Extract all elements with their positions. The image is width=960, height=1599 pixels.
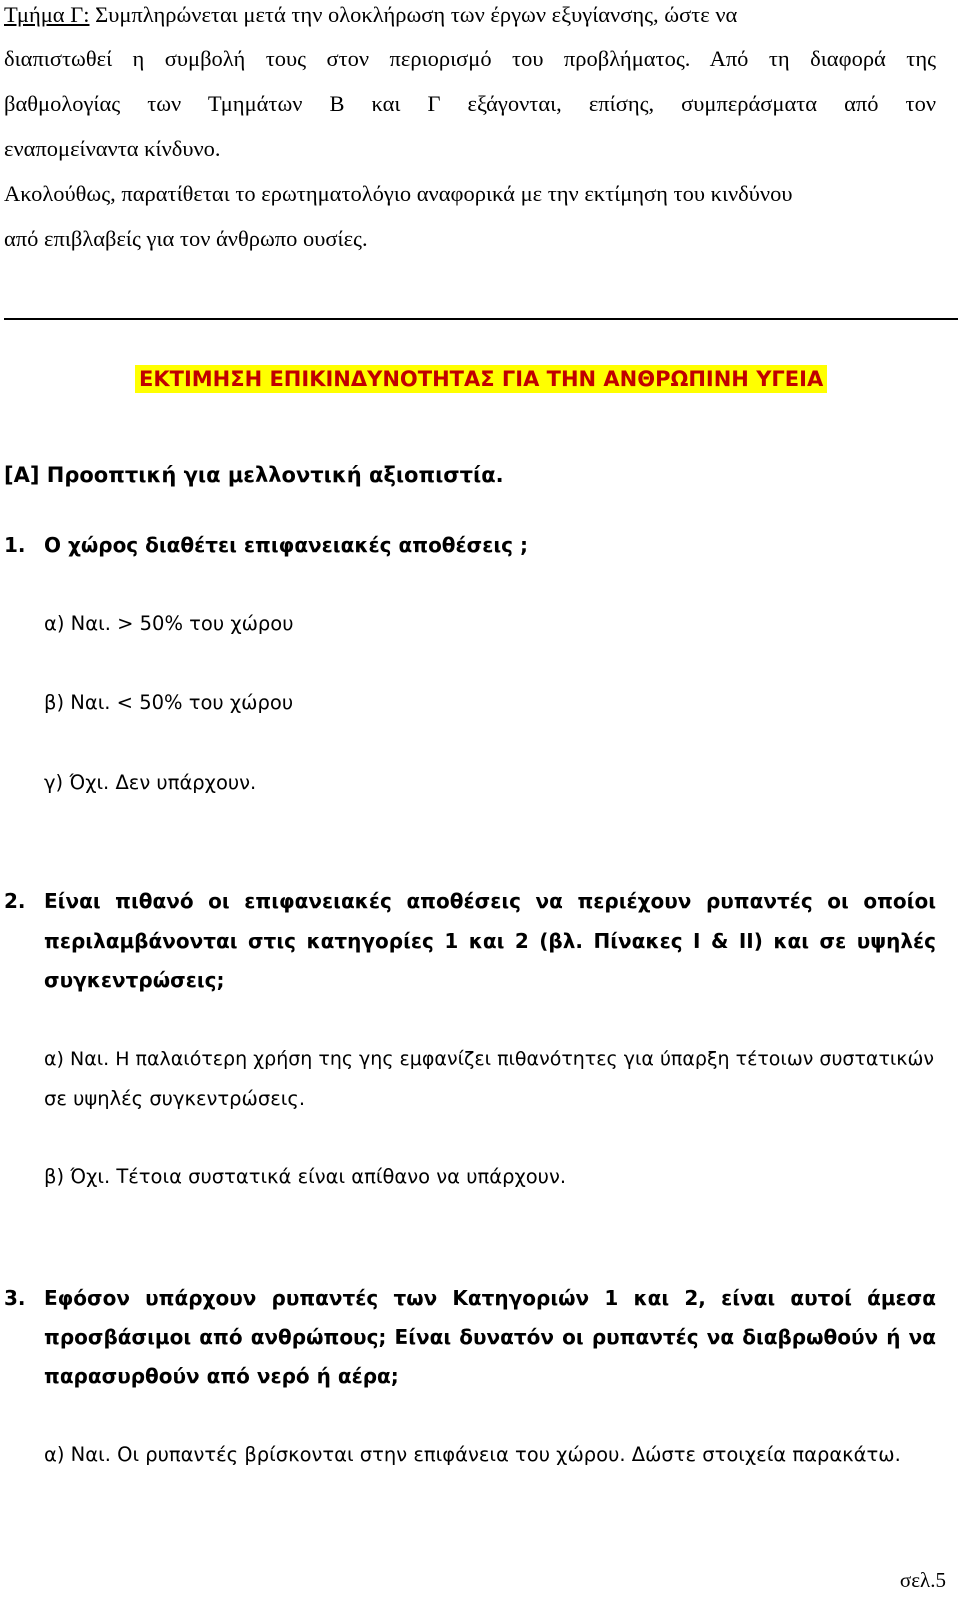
- q1-number: 1.: [4, 533, 26, 557]
- q1-option-a: α) Ναι. > 50% του χώρου: [44, 612, 294, 635]
- section-a-heading: [Α] Προοπτική για μελλοντική αξιοπιστία.: [4, 463, 504, 487]
- q1-text: Ο χώρος διαθέτει επιφανειακές αποθέσεις ;: [44, 533, 528, 557]
- q3-option-a: α) Ναι. Οι ρυπαντές βρίσκονται στην επιφάνεια του χώρου. Δώστε στοιχεία παρακάτω.: [44, 1443, 901, 1466]
- q2-number: 2.: [4, 889, 26, 913]
- page-title: [135, 367, 827, 391]
- intro-line-4: εναπομείναντα κίνδυνο.: [4, 136, 221, 161]
- intro-line-5: Ακολούθως, παρατίθεται το ερωτηματολόγιο αναφορικά με την εκτίμηση του κινδύνου: [4, 181, 793, 206]
- q2-line-3: συγκεντρώσεις;: [44, 968, 225, 992]
- intro-line-1: [4, 2, 737, 28]
- q3-number: 3.: [4, 1286, 26, 1310]
- page-number: σελ.5: [899, 1568, 946, 1592]
- q3-line-3: παρασυρθούν από νερό ή αέρα;: [44, 1364, 399, 1388]
- q3-line-1: Εφόσον υπάρχουν ρυπαντές των Κατηγοριών 1 και 2, είναι αυτοί άμεσα: [44, 1286, 936, 1310]
- q2-line-1: Είναι πιθανό οι επιφανειακές αποθέσεις να περιέχουν ρυπαντές οι οποίοι: [44, 889, 936, 913]
- intro-line-3: βαθμολογίας των Τμημάτων Β και Γ εξάγονται, επίσης, συμπεράσματα από τον: [4, 91, 936, 116]
- q2-option-a-line-2: σε υψηλές συγκεντρώσεις.: [44, 1087, 306, 1110]
- q2-option-b: β) Όχι. Τέτοια συστατικά είναι απίθανο να υπάρχουν.: [44, 1165, 567, 1188]
- intro-line-1-text: Συμπληρώνεται μετά την ολοκλήρωση των έργων εξυγίανσης, ώστε να: [95, 2, 738, 27]
- page-title-text: ΕΚΤΙΜΗΣΗ ΕΠΙΚΙΝΔΥΝΟΤΗΤΑΣ ΓΙΑ ΤΗΝ ΑΝΘΡΩΠΙΝΗ ΥΓΕΙΑ: [135, 365, 827, 393]
- horizontal-rule: [4, 318, 958, 320]
- intro-line-6: από επιβλαβείς για τον άνθρωπο ουσίες.: [4, 226, 368, 251]
- section-label: Τμήμα Γ:: [4, 2, 90, 27]
- q2-line-2: περιλαμβάνονται στις κατηγορίες 1 και 2 (βλ. Πίνακες Ι & ΙΙ) και σε υψηλές: [44, 929, 936, 953]
- q1-option-b: β) Ναι. < 50% του χώρου: [44, 691, 294, 714]
- q1-option-c: γ) Όχι. Δεν υπάρχουν.: [44, 771, 257, 794]
- q3-line-2: προσβάσιμοι από ανθρώπους; Είναι δυνατόν οι ρυπαντές να διαβρωθούν ή να: [44, 1325, 936, 1349]
- q2-option-a-line-1: α) Ναι. Η παλαιότερη χρήση της γης εμφανίζει πιθανότητες για ύπαρξη τέτοιων συστατικών: [44, 1048, 935, 1070]
- intro-line-2: διαπιστωθεί η συμβολή τους στον περιορισμό του προβλήματος. Από τη διαφορά της: [4, 46, 936, 71]
